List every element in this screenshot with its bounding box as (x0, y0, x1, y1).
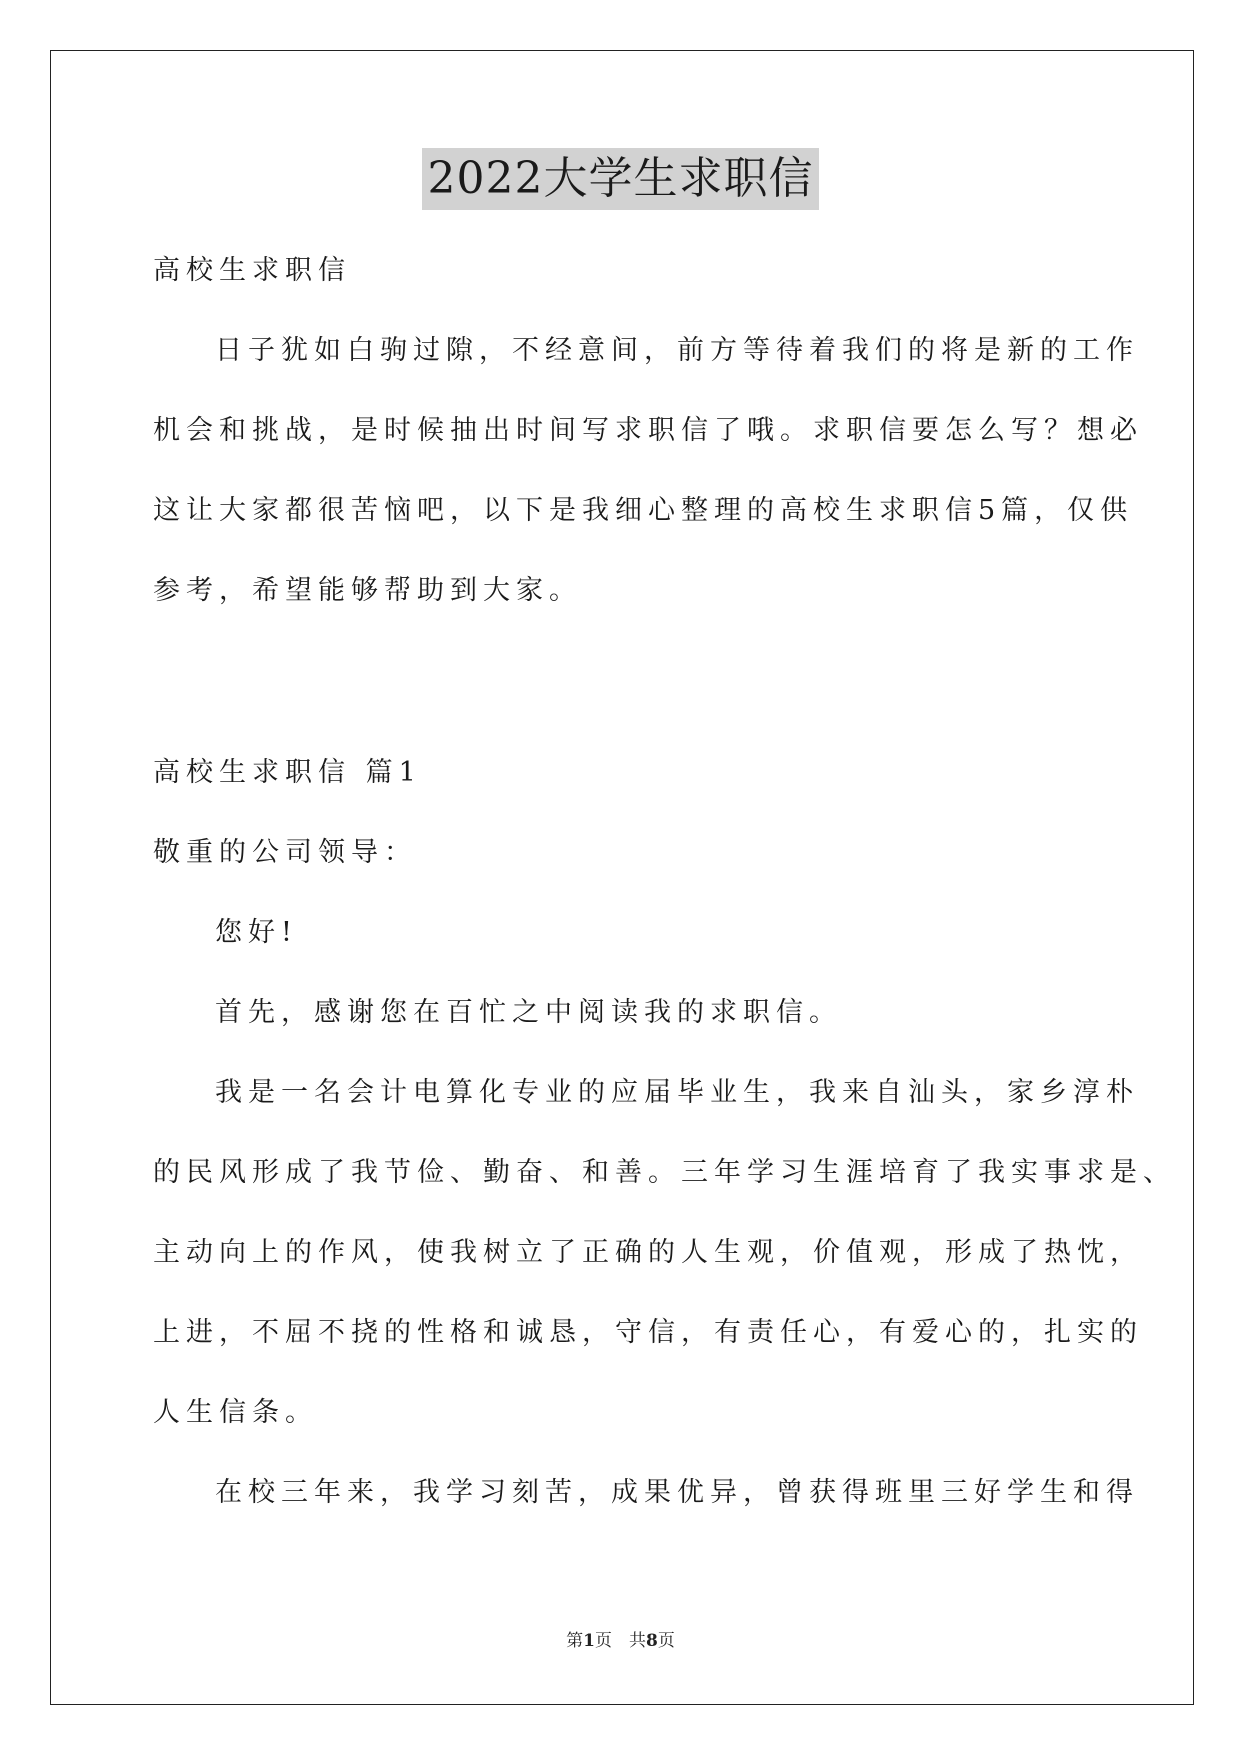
school-para-line-1: 在校三年来，我学习刻苦，成果优异，曾获得班里三好学生和得 (215, 1477, 1139, 1508)
intro-line-1: 日子犹如白驹过隙，不经意间，前方等待着我们的将是新的工作 (215, 335, 1139, 366)
footer-prefix: 第 (566, 1631, 584, 1651)
greeting: 您好! (215, 917, 298, 948)
section-heading: 高校生求职信 篇1 (153, 757, 422, 788)
footer-middle: 页 共 (595, 1631, 646, 1651)
letter-body (153, 733, 1176, 1533)
intro-para-line-2: 的民风形成了我节俭、勤奋、和善。三年学习生涯培育了我实事求是、 (153, 1157, 1176, 1188)
intro-line-3: 这让大家都很苦恼吧，以下是我细心整理的高校生求职信5篇，仅供 (153, 495, 1134, 526)
title-wrap (0, 148, 1241, 210)
document-title: 2022大学生求职信 (422, 148, 820, 210)
intro-para-line-3: 主动向上的作风，使我树立了正确的人生观，价值观，形成了热忱， (153, 1237, 1143, 1268)
thanks-paragraph: 首先，感谢您在百忙之中阅读我的求职信。 (215, 997, 842, 1028)
subtitle: 高校生求职信 (153, 255, 351, 286)
intro-para-line-1: 我是一名会计电算化专业的应届毕业生，我来自汕头，家乡淳朴 (215, 1077, 1139, 1108)
intro-line-4: 参考，希望能够帮助到大家。 (153, 575, 582, 606)
document-body (153, 231, 1143, 631)
footer-suffix: 页 (657, 1631, 675, 1651)
intro-para-line-4: 上进，不屈不挠的性格和诚恳，守信，有责任心，有爱心的，扎实的 (153, 1317, 1143, 1348)
salutation: 敬重的公司领导： (153, 837, 417, 868)
footer-total-pages: 8 (646, 1631, 658, 1651)
footer-page-number: 1 (583, 1631, 595, 1651)
intro-line-2: 机会和挑战，是时候抽出时间写求职信了哦。求职信要怎么写？想必 (153, 415, 1143, 446)
page-footer (0, 1626, 1241, 1651)
intro-para-line-5: 人生信条。 (153, 1397, 318, 1428)
